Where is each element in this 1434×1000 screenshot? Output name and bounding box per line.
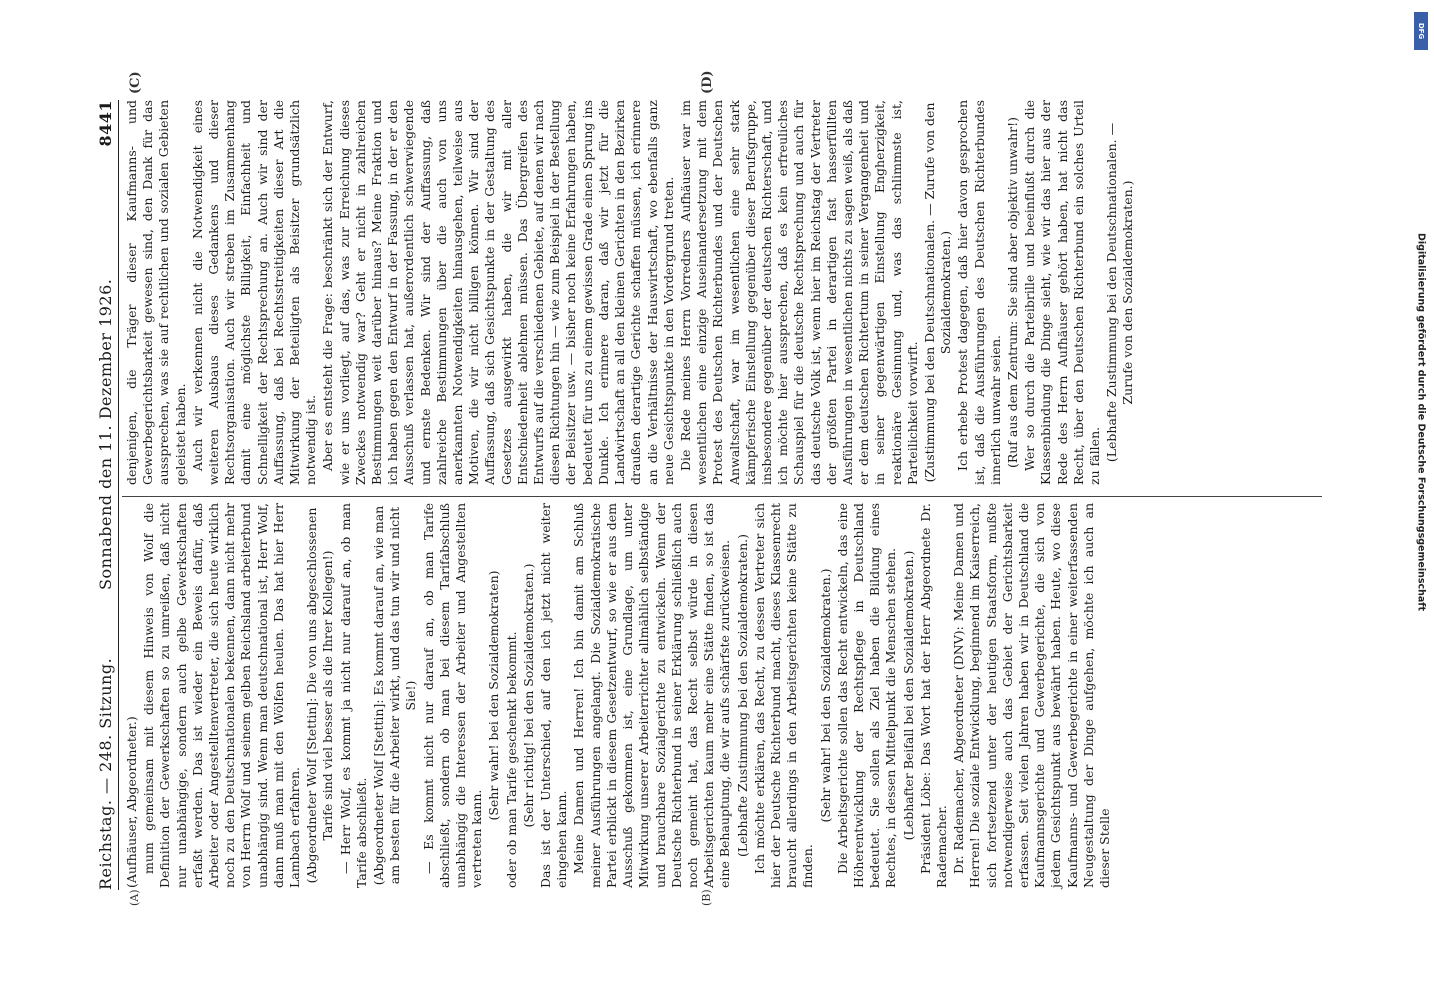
interjection: (Abgeordneter Wolf [Stettin]: Es kommt darauf an, wie man am besten für die Arbeiter wirkt, und das tun wir und nicht Sie!) [371,505,419,886]
interjection: (Abgeordneter Wolf [Stettin]: Die von uns abgeschlossenen Tarife sind viel besser als die Ihrer Kollegen!) [304,507,336,884]
digitization-credit-sidebar [1413,12,1429,832]
interjection: (Zustimmung bei den Deutschnationalen. — Zurufe von den Sozialdemokraten.) [921,102,954,483]
speaker-paragraph: Dr. Rademacher, Abgeordneter (DNV): Meine Damen und Herren! Die soziale Entwicklung, beginnend im Kaiserreich, sich fortsetzend unter der heutigen Staatsform, mußte notwendigerweise auch das Gebiet der Gerichtsbarkeit erfassen. Seit vielen Jahren haben wir in Deutschland die Kaufmannsgerichte und Gewerbegerichte, die sich von jedem Gesichtspunkt aus bewährt haben. Heute, wo diese Kaufmanns- und Gewerbegerichte in einer weiterfassenden Neugestaltung der Dinge aufgehen, möchte ich auch an dieser Stelle [951,503,1112,888]
dfg-logo-icon: DFG [1414,12,1428,50]
interjection: (Sehr wahr! bei den Sozialdemokraten) [486,570,502,821]
column-divider [122,496,1322,497]
paragraph: Ich möchte erklären, das Recht, zu dessen Vertreter sich hier der Deutsche Richterbund macht, dieses Klassenrecht braucht allerdings in den Arbeitsgerichten keine Stätte zu finden. [751,503,816,888]
paragraph: oder ob man Tarife geschenkt bekommt. [503,631,519,888]
right-text-column [124,100,1138,485]
paragraph: Auch wir verkennen nicht die Notwendigkeit eines weiteren Ausbaus dieses Gedankens und dieser Rechtsorganisation. Auch wir streben im Zusammenhang damit eine möglichste Billigkeit, Einfachheit und Schnelligkeit der Rechtsprechung an. Auch wir sind der Auffassung, daß bei Rechtsstreitigkeiten dieser Art die Mitwirkung der Beteiligten als Beisitzer grundsätzlich notwendig ist. [189,100,319,485]
paragraph: — Es kommt nicht nur darauf an, ob man Tarife abschließt, sondern ob man bei diesem Tarifabschluß unabhängig die Interessen der Arbeiter und Angestellten vertreten kann. [420,503,485,888]
interjection: (Lebhafte Zustimmung bei den Deutschnationalen. — Zurufe von den Sozialdemokraten.) [1104,122,1136,463]
paragraph: Wer so durch die Parteibrille und beeinflußt durch die Klassenbindung die Dinge sieht, wie wir das hier aus der Rede des Herrn Aufhäuser gehört haben, hat nicht das Recht, über den Deutschen Richterbund ein solches Urteil zu fällen. [1022,100,1102,485]
speaker-heading: (Aufhäuser, Abgeordneter.) [124,716,139,888]
president-statement: Präsident Löbe: Das Wort hat der Herr Abgeordnete Dr. Rademacher. [917,503,949,888]
interjection: (Sehr richtig! bei den Sozialdemokraten.) [520,563,536,828]
page-number: 8441 [96,100,115,147]
paragraph: denjenigen, die Träger dieser Kaufmanns- und Gewerbegerichtsbarkeit gewesen sind, den Dank für das aussprechen, was sie auf rechtlichen und sozialen Gebieten geleistet haben. [124,100,188,485]
paragraph: Das ist der Unterschied, auf den ich jetzt nicht weiter eingehen kann. [538,503,570,888]
interjection: (Ruf aus dem Zentrum: Sie sind aber objektiv unwahr!) [1004,116,1020,469]
margin-marker-d: (D) [700,70,715,94]
interjection: (Lebhafte Zustimmung bei den Sozialdemokraten.) [734,533,750,858]
paragraph: Die Rede meines Herrn Vorredners Aufhäuser war im wesentlichen eine einzige Auseinandersetzung mit dem Protest des Deutschen Richterbundes und der Deutschen Anwaltschaft, war im wesentlichen eine sehr stark kämpferische Einstellung gegenüber dieser Berufsgruppe, insbesondere gegenüber der deutschen Richterschaft, und ich möchte hier aussprechen, daß es kein erfreuliches Schauspiel für die deutsche Rechtsprechung und auch für das deutsche Volk ist, wenn hier im Reichstag der Vertreter der größten Partei in derartigen fast hasserfüllten Ausführungen in wesentlichen nichts zu sagen weiß, als daß er dem deutschen Richtertum in seiner Vergangenheit und in seiner gegenwärtigen Einstellung Engherzigkeit, reaktionäre Gesinnung und, was das schlimmste ist, Parteilichkeit vorwirft. [677,100,920,485]
paragraph: Die Arbeitsgerichte sollen das Recht entwickeln, das eine Höherentwicklung der Rechtspflege in Deutschland bedeutet. Sie sollen als Ziel haben die Bildung eines Rechtes, in dessen Mittelpunkt die Menschen stehen. [834,503,899,888]
interjection: (Lebhafter Beifall bei den Sozialdemokraten.) [900,550,916,841]
margin-marker-c: (C) [128,71,143,94]
margin-marker-b: (B) [700,889,713,906]
header-date: Sonnabend den 11. Dezember 1926. [96,278,115,590]
header-rule [118,100,119,890]
header-left: Reichstag. — 248. Sitzung. [96,657,115,890]
paragraph: Aber es entsteht die Frage: beschränkt sich der Entwurf, wie er uns vorliegt, auf das, was zur Erreichung dieses Zweckes notwendig war? Geht er nicht in zahlreichen Bestimmungen weit darüber hinaus? Meine Fraktion und ich haben gegen den Entwurf in der Fassung, in der er den Ausschuß verlassen hat, außerordentlich schwerwiegende und ernste Bedenken. Wir sind der Auffassung, daß zahlreiche Bestimmungen über die auch von uns anerkannten Notwendigkeiten hinausgehen, teilweise aus Motiven, die wir nicht billigen können. Wir sind der Auffassung, daß sich Gesichtspunkte in der Gestaltung des Gesetzes ausgewirkt haben, die wir mit aller Entschiedenheit ablehnen müssen. Das Übergreifen des Entwurfs auf die verschiedenen Gebiete, auf denen wir nach diesen Richtungen hin — wie zum Beispiel in der Bestellung der Beisitzer usw. — bisher noch keine Erfahrungen haben, bedeutet für uns zu einem gewissen Grade einen Sprung ins Dunkle. Ich erinnere daran, daß wir jetzt für die Landwirtschaft an all den kleinen Gerichten in den Bezirken draußen derartige Gerichte schaffen müssen, ich erinnere an die Verhältnisse der Hauswirtschaft, wo ebenfalls ganz neue Gesichtspunkte in den Vordergrund treten. [320,100,676,485]
margin-marker-a: (A) [128,889,141,906]
interjection: (Sehr wahr! bei den Sozialdemokraten.) [817,568,833,823]
paragraph: mum gemeinsam mit diesem Hinweis von Wolf die Definition der Gewerkschaften so zu umreißen, daß nicht nur unabhängige, sondern auch gelbe Gewerkschaften erfaßt werden. Das ist wieder ein Beweis dafür, daß Arbeiter oder Angestelltenvertreter, die sich heute wirklich noch zu den Deutschnationalen bekennen, dann nicht mehr von Herrn Wolf und seinem gelben Reichsland arbeiterbund unabhängig sind. Wenn man deutschnational ist, Herr Wolf, dann muß man mit den Wölfen heulen. Das hat hier Herr Lambach erfahren. [141,503,303,888]
paragraph: — Herr Wolf, es kommt ja nicht nur darauf an, ob man Tarife abschließt. [337,503,369,888]
paragraph: Ich erhebe Protest dagegen, daß hier davon gesprochen ist, daß die Ausführungen des Deutschen Richterbundes innerlich unwahr seien. [955,100,1003,485]
digitization-credit-text: Digitalisierung gefördert durch die Deutsche Forschungsgemeinschaft [1415,233,1427,611]
left-text-column [124,503,1114,888]
page-header [96,100,120,890]
paragraph: Meine Damen und Herren! Ich bin damit am Schluß meiner Ausführungen angelangt. Die Sozialdemokratische Partei erblickt in diesem Gesetzentwurf, so wie er aus dem Ausschuß gekommen ist, eine Grundlage, um unter Mitwirkung unserer Arbeiterrichter allmählich selbständige und brauchbare Sozialgerichte zu entwickeln. Wenn der Deutsche Richterbund in seiner Erklärung schließlich auch noch gemeint hat, das Recht selbst würde in diesen Arbeitsgerichten kaum mehr eine Stätte finden, so ist das eine Behauptung, die wir aufs schärfste zurückweisen. [571,503,733,888]
